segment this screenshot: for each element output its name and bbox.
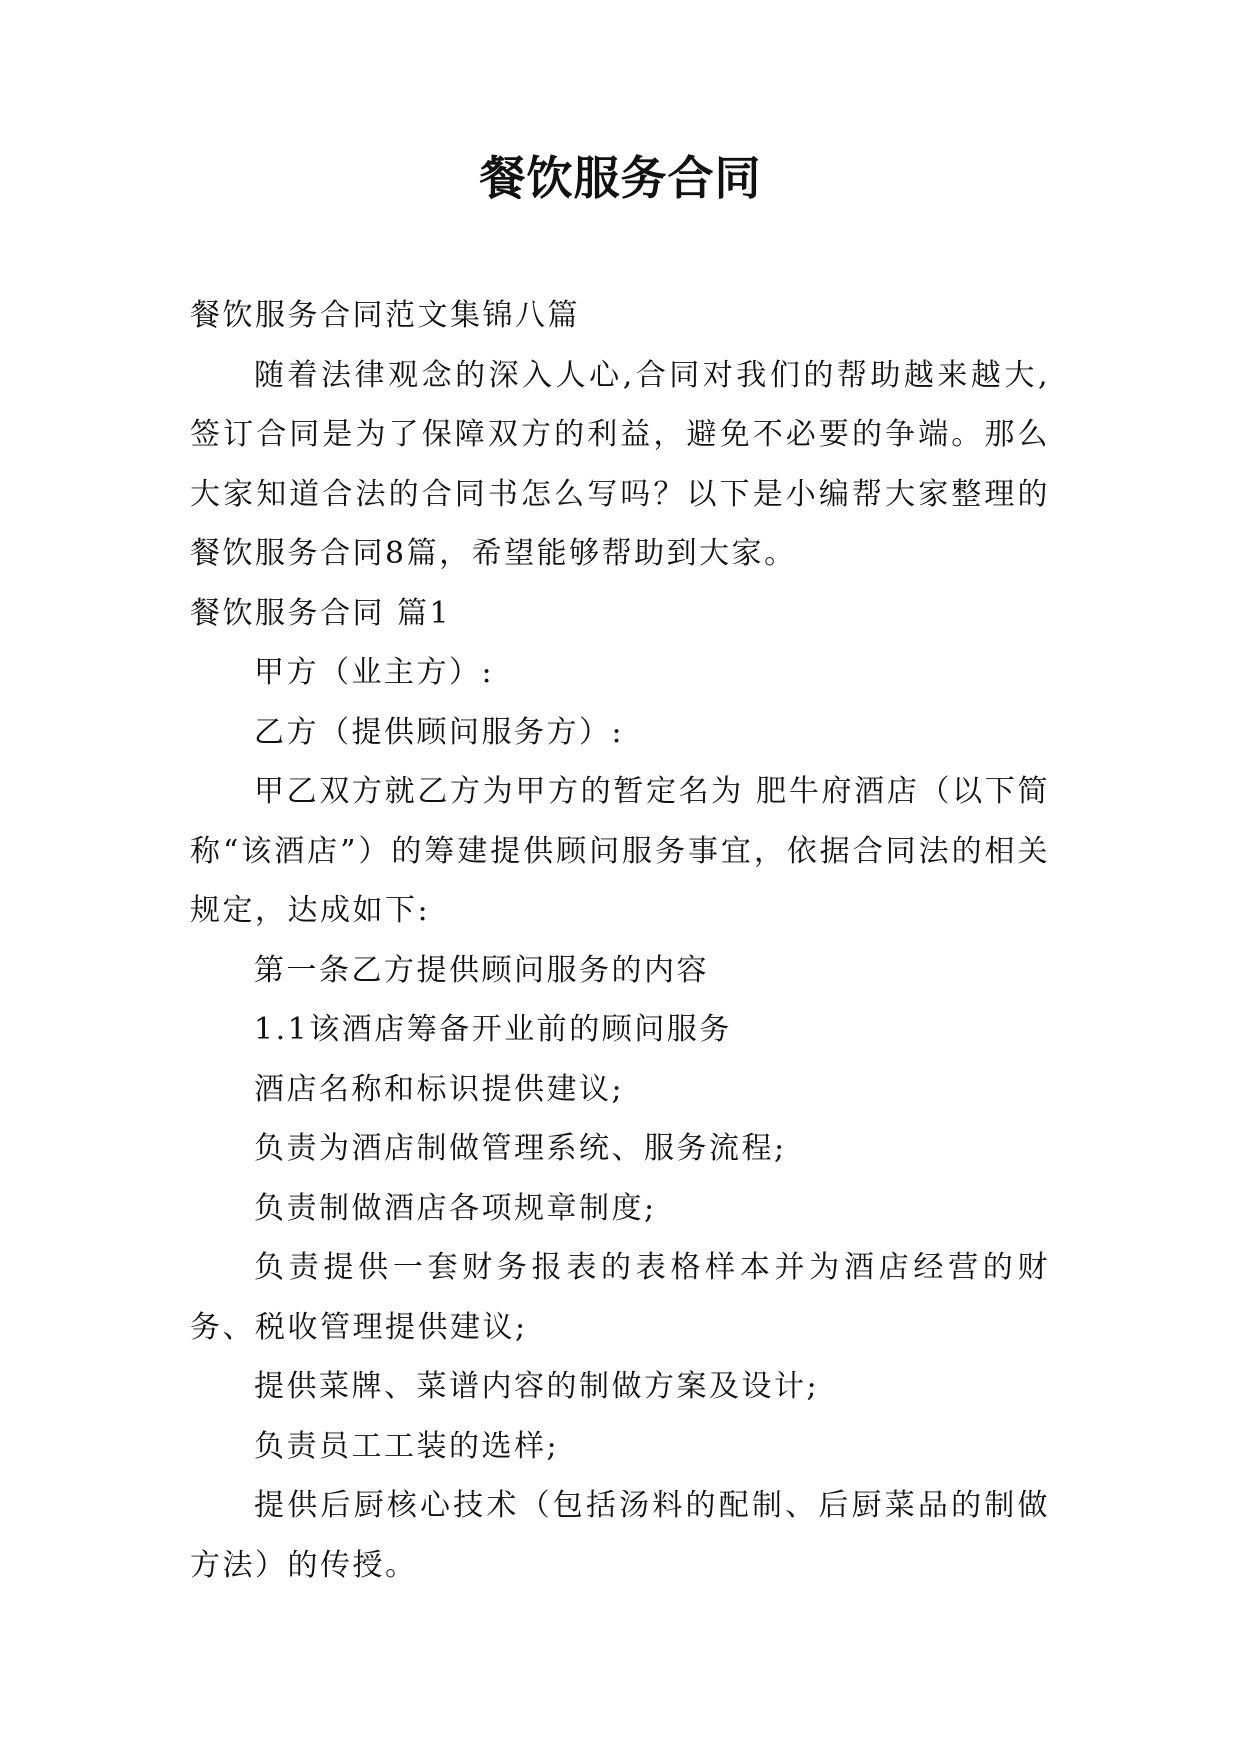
- document-title: 餐饮服务合同: [479, 151, 762, 205]
- clause-item: 负责员工工装的选样;: [254, 1428, 560, 1464]
- clause-item: 提供后厨核心技术（包括汤料的配制、后厨菜品的制做方法）的传授。: [190, 1488, 1050, 1583]
- clause-item: 酒店名称和标识提供建议;: [254, 1071, 625, 1107]
- document-body: [190, 286, 1050, 1595]
- clause-item: 负责为酒店制做管理系统、服务流程;: [254, 1131, 787, 1166]
- clause-heading: 1.1该酒店筹备开业前的顾问服务: [254, 1012, 732, 1047]
- party-a-line: 甲方（业主方）:: [254, 655, 495, 690]
- clause-item: 提供菜牌、菜谱内容的制做方案及设计;: [254, 1369, 820, 1404]
- clause-item: 负责制做酒店各项规章制度;: [254, 1190, 657, 1226]
- article-heading: 第一条乙方提供顾问服务的内容: [254, 952, 709, 988]
- subtitle-line: 餐饮服务合同范文集锦八篇: [190, 298, 580, 333]
- section-heading: 餐饮服务合同 篇1: [190, 595, 452, 631]
- intro-paragraph: 随着法律观念的深入人心,合同对我们的帮助越来越大,签订合同是为了保障双方的利益，避免不必要的争端。那么大家知道合法的合同书怎么写吗？以下是小编帮大家整理的餐饮服务合同8篇，希望能够帮助到大家。: [190, 357, 1050, 571]
- agreement-paragraph: 甲乙双方就乙方为甲方的暂定名为 肥牛府酒店（以下简称“该酒店”）的筹建提供顾问服务事宜，依据合同法的相关规定，达成如下:: [190, 774, 1050, 928]
- clause-item: 负责提供一套财务报表的表格样本并为酒店经营的财务、税收管理提供建议;: [190, 1250, 1050, 1345]
- party-b-line: 乙方（提供顾问服务方）:: [254, 714, 625, 750]
